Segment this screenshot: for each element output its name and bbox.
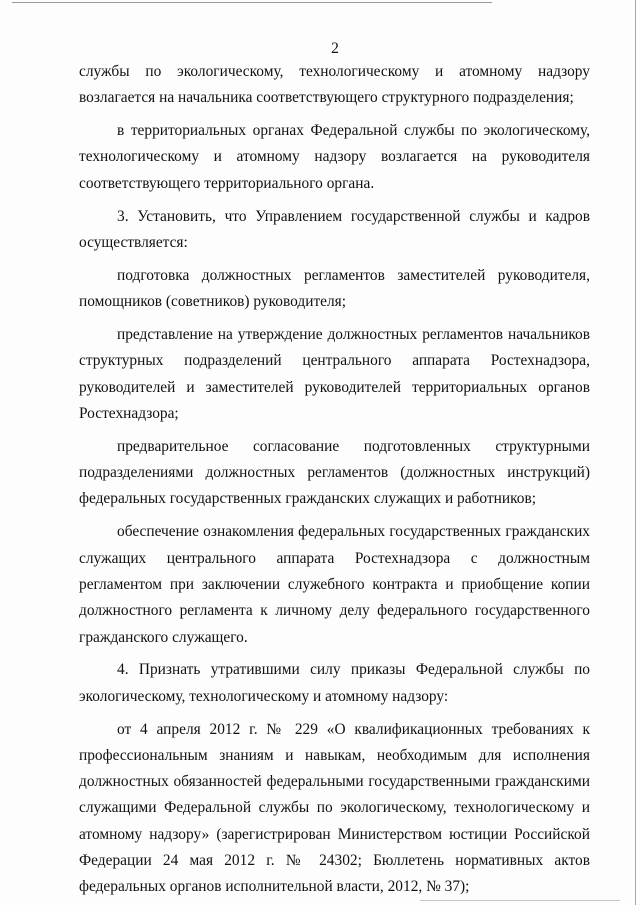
paragraph-item-3-preparation: подготовка должностных регламентов заместителей руководителя, помощников (советников) руководителя; (79, 266, 590, 311)
scan-edge-right (635, 0, 636, 905)
document-body (79, 59, 590, 901)
paragraph-item-3-submission: представление на утверждение должностных регламентов начальников структурных подразделений центрального аппарата Ростехнадзора, руководителей и заместителей руководителей территориальных органов Ростехнадзора; (79, 326, 590, 422)
paragraph-continuation: службы по экологическому, технологическому и атомному надзору возлагается на начальника соответствующего структурного подразделения; (79, 63, 590, 107)
paragraph-repealed-order: от 4 апреля 2012 г. № 229 «О квалификационных требованиях к профессиональным знаниям и навыкам, необходимым для исполнения должностных обязанностей федеральными государственными гражданскими служащими Федеральной службы по экологическому, технологическому и атомному надзору» (зарегистрирован Министерством юстиции Российской Федерации 24 мая 2012 г. № 24302; Бюллетень нормативных актов федеральных органов исполнительной власти, 2012, № 37); (79, 720, 590, 896)
page-number: 2 (331, 40, 339, 57)
paragraph-item-3-familiarization: обеспечение ознакомления федеральных государственных гражданских служащих центрального аппарата Ростехнадзора с должностным регламентом при заключении служебного контракта и приобщение копии должностного регламента к личному делу федерального государственного гражданского служащего. (79, 523, 590, 646)
paragraph-territorial-bodies: в территориальных органах Федеральной службы по экологическому, технологическому и атомному надзору возлагается на руководителя соответствующего территориального органа. (79, 122, 590, 192)
paragraph-item-3-approval: предварительное согласование подготовленных структурными подразделениями должностных регламентов (должностных инструкций) федеральных государственных гражданских служащих и работников; (79, 437, 590, 508)
paragraph-item-3: 3. Установить, что Управлением государственной службы и кадров осуществляется: (79, 207, 590, 251)
scan-edge-top (12, 2, 492, 3)
paragraph-item-4: 4. Признать утратившими силу приказы Федеральной службы по экологическому, технологическому и атомному надзору: (79, 661, 590, 705)
